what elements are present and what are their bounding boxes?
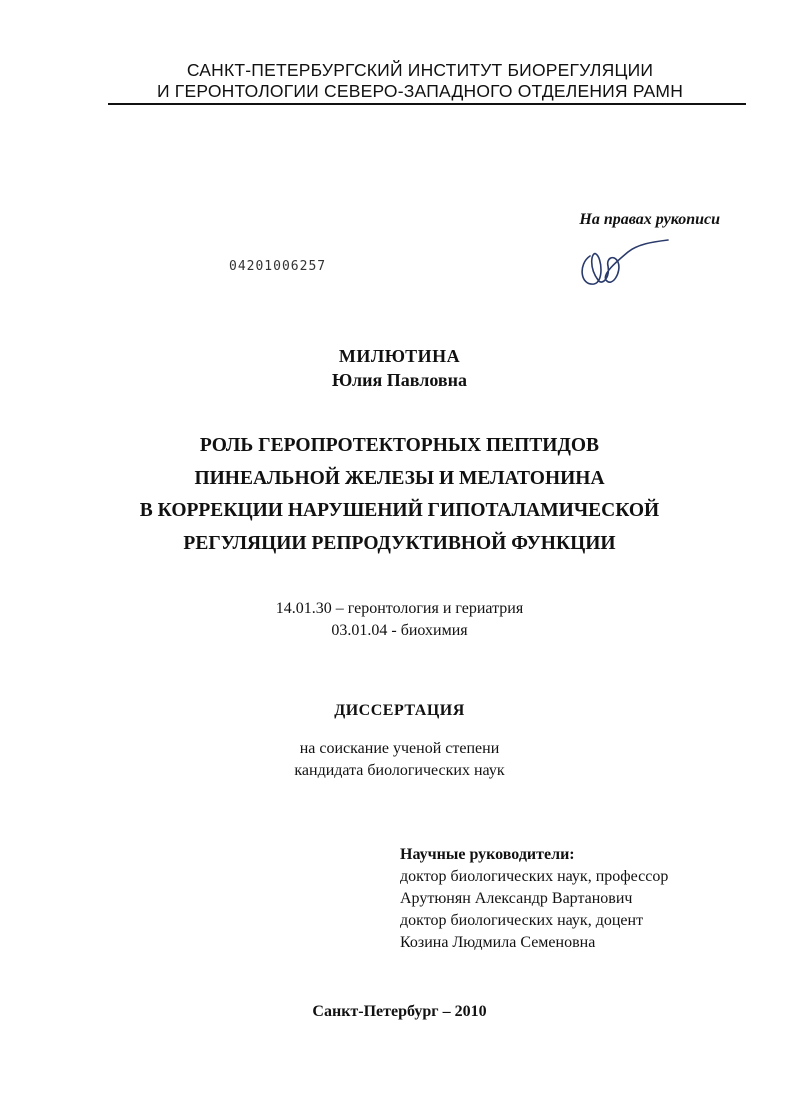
degree-line: на соискание ученой степени [299,740,500,757]
supervisors-block [400,844,668,954]
title-line: В КОРРЕКЦИИ НАРУШЕНИЙ ГИПОТАЛАМИЧЕСКОЙ [139,500,660,521]
dissertation-title [0,430,799,560]
manuscript-rights: На правах рукописи [579,211,720,228]
supervisor-line: доктор биологических наук, профессор [400,868,669,885]
degree-statement [0,738,799,782]
author-surname: МИЛЮТИНА [338,346,461,366]
supervisors-heading: Научные руководители: [400,846,575,863]
specialty-line: 03.01.04 - биохимия [331,622,468,639]
supervisor-line: Козина Людмила Семеновна [400,934,596,951]
institute-name [90,60,750,102]
degree-line: кандидата биологических наук [294,762,505,779]
institute-line-2: И ГЕРОНТОЛОГИИ СЕВЕРО-ЗАПАДНОГО ОТДЕЛЕНИЯ РАМН [156,81,684,101]
title-line: РЕГУЛЯЦИИ РЕПРОДУКТИВНОЙ ФУНКЦИИ [183,532,616,554]
title-line: ПИНЕАЛЬНОЙ ЖЕЛЕЗЫ И МЕЛАТОНИНА [194,467,605,489]
title-line: РОЛЬ ГЕРОПРОТЕКТОРНЫХ ПЕПТИДОВ [199,435,600,456]
header-divider [108,103,746,105]
inventory-number: 04201006257 [229,259,327,274]
author-given-name: Юлия Павловна [332,370,467,390]
supervisor-line: Арутюнян Александр Вартанович [400,890,633,907]
place-and-year: Санкт-Петербург – 2010 [312,1003,487,1020]
institute-line-1: САНКТ-ПЕТЕРБУРГСКИЙ ИНСТИТУТ БИОРЕГУЛЯЦИИ [186,60,654,80]
document-type: ДИССЕРТАЦИЯ [334,702,465,719]
supervisor-line: доктор биологических наук, доцент [400,912,644,929]
signature-mark [572,236,672,296]
specialty-codes [0,598,799,642]
specialty-line: 14.01.30 – геронтология и гериатрия [275,600,524,617]
